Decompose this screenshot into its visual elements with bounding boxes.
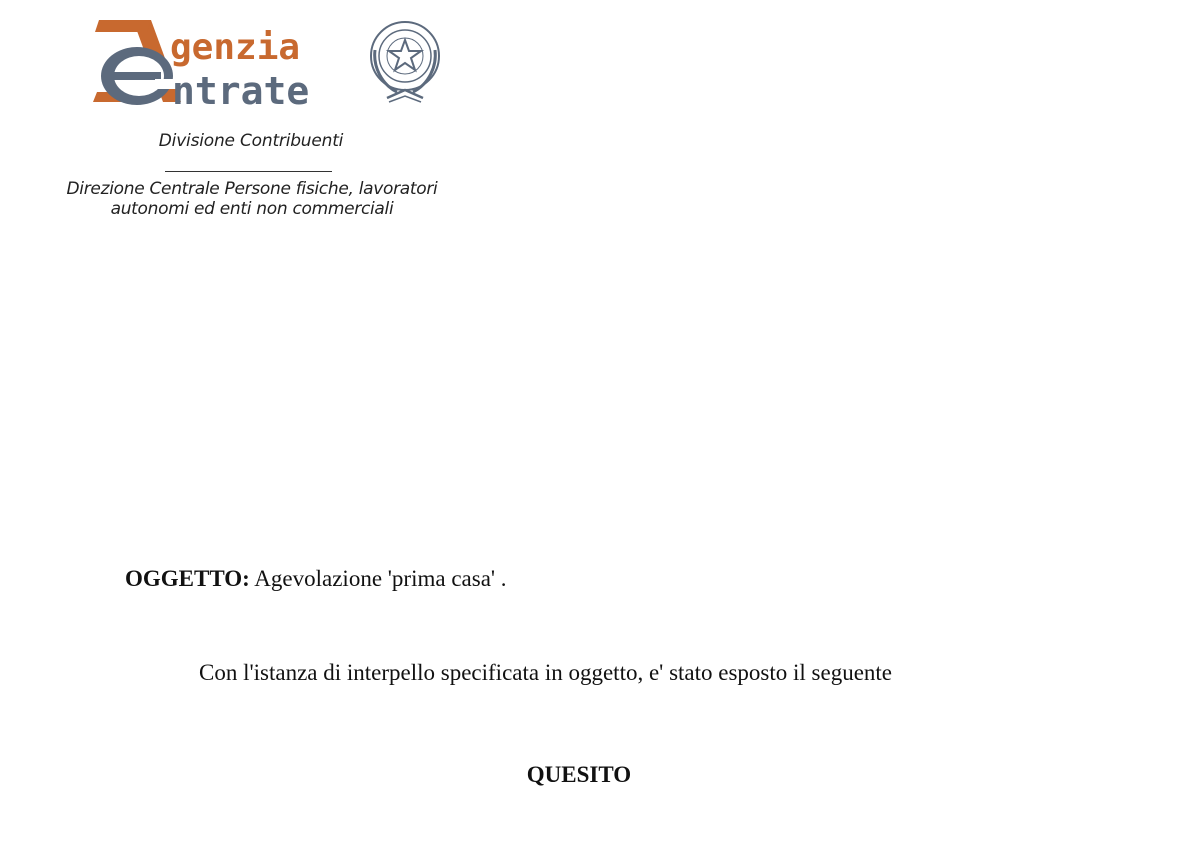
agenzia-entrate-logo — [85, 16, 455, 112]
logo-line-2: ntrate — [172, 69, 310, 112]
letterhead-divider — [165, 171, 332, 172]
directorate-line-2: autonomi ed enti non commerciali — [110, 199, 394, 219]
document-subject — [125, 566, 507, 592]
subject-label: OGGETTO: — [125, 566, 250, 591]
italian-republic-emblem-icon — [367, 16, 443, 106]
subject-text: Agevolazione 'prima casa' . — [249, 566, 507, 591]
directorate-line-1: Direzione Centrale Persone fisiche, lavoratori — [66, 179, 438, 199]
logo-wordmark — [85, 16, 375, 112]
section-heading-quesito: QUESITO — [526, 762, 632, 787]
division-name: Divisione Contribuenti — [158, 131, 344, 151]
intro-paragraph: Con l'istanza di interpello specificata in oggetto, e' stato esposto il seguente — [199, 660, 892, 685]
logo-line-1: genzia — [170, 27, 301, 68]
directorate-name — [18, 179, 486, 219]
